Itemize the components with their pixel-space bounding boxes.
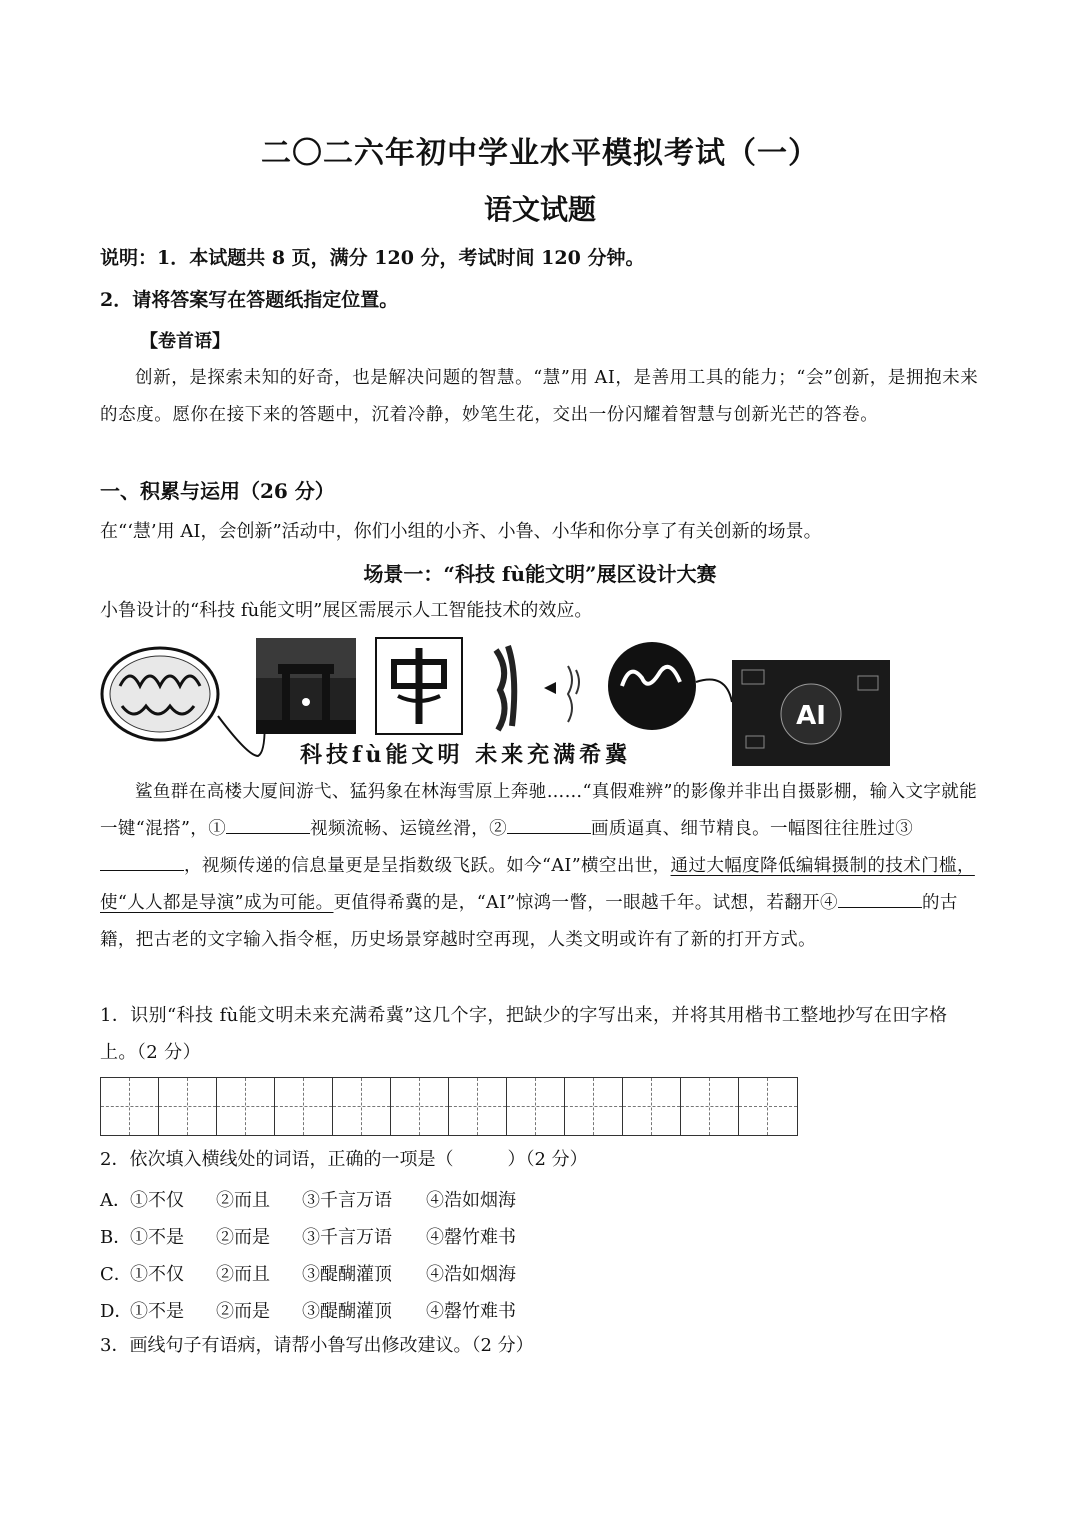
option-word: ④罄竹难书 — [426, 1227, 516, 1248]
grid-cell[interactable] — [681, 1078, 739, 1135]
exam-subtitle: 语文试题 — [483, 193, 596, 226]
option-word: ③千言万语 — [302, 1227, 392, 1248]
grid-cell[interactable] — [275, 1078, 333, 1135]
passage-text: 更值得希冀的是，“AI”惊鸿一瞥，一眼越千年。试想，若翻开④ — [333, 893, 838, 913]
question-2: 2．依次填入横线处的词语，正确的一项是（ ）（2 分） — [100, 1149, 588, 1170]
option-a[interactable] — [100, 1186, 516, 1212]
grid-cell[interactable] — [449, 1078, 507, 1135]
scene-intro: 小鲁设计的“科技 fù能文明”展区需展示人工智能技术的效应。 — [100, 600, 593, 621]
option-d[interactable] — [100, 1297, 516, 1323]
option-word: ②而是 — [216, 1227, 270, 1248]
option-word: ①不是 — [130, 1301, 184, 1322]
option-c[interactable] — [100, 1260, 516, 1286]
svg-text:AI: AI — [796, 701, 826, 731]
option-letter: C． — [100, 1264, 132, 1285]
option-letter: B． — [100, 1227, 132, 1248]
grid-cell[interactable] — [217, 1078, 275, 1135]
option-word: ②而且 — [216, 1264, 270, 1285]
tianzige-grid[interactable] — [100, 1077, 798, 1136]
option-word: ③醍醐灌顶 — [302, 1301, 392, 1322]
section-heading: 一、积累与运用（26 分） — [100, 479, 335, 503]
passage — [100, 774, 982, 959]
option-b[interactable] — [100, 1223, 516, 1249]
grid-cell[interactable] — [565, 1078, 623, 1135]
passage-text: 视频流畅、运镜丝滑，② — [310, 819, 507, 839]
option-word: ①不是 — [130, 1227, 184, 1248]
scene-title: 场景一：“科技 fù能文明”展区设计大赛 — [363, 562, 717, 586]
underlined-sentence: 通过大幅度降低编辑摄制的技术门槛，使“人人都是导演”成为可能。 — [100, 856, 975, 913]
arrow-icon — [544, 682, 556, 694]
option-word: ③千言万语 — [302, 1190, 392, 1211]
option-word: ②而且 — [216, 1190, 270, 1211]
option-word: ②而是 — [216, 1301, 270, 1322]
passage-text: 的古籍，把古老的文字输入指令框，历史场景穿越时空再现，人类文明或许有了新的打开方式。 — [100, 893, 958, 950]
question-1: 1．识别“科技 fù能文明未来充满希冀”这几个字，把缺少的字写出来，并将其用楷书工整地抄写在田字格上。（2 分） — [100, 1005, 948, 1063]
option-word: ③醍醐灌顶 — [302, 1264, 392, 1285]
option-word: ④浩如烟海 — [426, 1264, 516, 1285]
blank-4 — [838, 889, 922, 908]
passage-text: 鲨鱼群在高楼大厦间游弋、猛犸象在林海雪原上奔驰……“真假难辨”的影像并非出自摄影棚，输入文字就能一键“混搭”，① — [100, 782, 978, 839]
banner-caption: 科技fù能文明 未来充满希冀 — [300, 742, 632, 768]
preface-text: 创新，是探索未知的好奇，也是解决问题的智慧。“慧”用 AI，是善用工具的能力；“会”创新，是拥抱未来的态度。愿你在接下来的答题中，沉着冷静，妙笔生花，交出一份闪耀着智慧与创新光芒的答卷。 — [100, 368, 979, 425]
question-3: 3．画线句子有语病，请帮小鲁写出修改建议。（2 分） — [100, 1335, 534, 1356]
grid-cell[interactable] — [623, 1078, 681, 1135]
passage-text: 画质逼真、细节精良。一幅图往往胜过③ — [591, 819, 914, 839]
exam-title: 二〇二六年初中学业水平模拟考试（一） — [261, 136, 819, 171]
section-intro: 在“‘慧’用 AI，会创新”活动中，你们小组的小齐、小鲁、小华和你分享了有关创新的场景。 — [100, 521, 822, 542]
option-letter: D． — [100, 1301, 133, 1322]
passage-text: ，视频传递的信息量更是呈指数级飞跃。如今“AI”横空出世， — [184, 856, 671, 876]
grid-cell[interactable] — [507, 1078, 565, 1135]
carving-icon — [496, 646, 514, 730]
blank-3 — [100, 852, 184, 871]
calligraphy-circle-icon — [608, 642, 696, 730]
option-word: ①不仅 — [130, 1190, 184, 1211]
instructions-line-2: 2．请将答案写在答题纸指定位置。 — [100, 289, 399, 311]
grid-cell[interactable] — [739, 1078, 797, 1135]
grid-cell[interactable] — [159, 1078, 217, 1135]
grid-cell[interactable] — [391, 1078, 449, 1135]
grid-cell[interactable] — [333, 1078, 391, 1135]
grid-cell[interactable] — [101, 1078, 159, 1135]
instructions-line-1: 说明：1．本试题共 8 页，满分 120 分，考试时间 120 分钟。 — [100, 247, 645, 269]
option-word: ①不仅 — [130, 1264, 184, 1285]
blank-2 — [507, 815, 591, 834]
blank-1 — [226, 815, 310, 834]
option-letter: A． — [100, 1190, 131, 1211]
option-word: ④罄竹难书 — [426, 1301, 516, 1322]
option-word: ④浩如烟海 — [426, 1190, 516, 1211]
preface-heading: 【卷首语】 — [140, 331, 230, 352]
